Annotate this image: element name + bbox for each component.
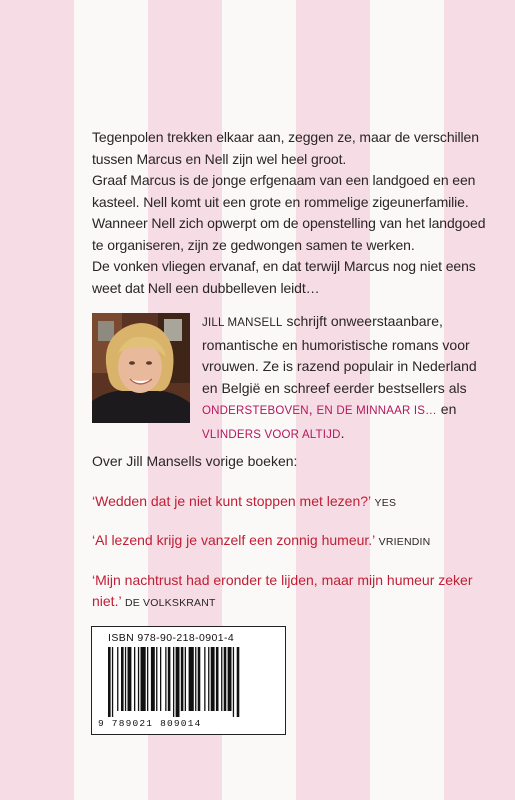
barcode-bars [104, 647, 272, 717]
previous-books-heading: Over Jill Mansells vorige boeken: [92, 453, 298, 469]
author-bio-text: . [340, 424, 345, 441]
quote-text: ‘Mijn nachtrust had eronder te lijden, maar mijn humeur zeker niet.’ [92, 572, 473, 609]
isbn-digits: 9 789021 809014 [98, 718, 202, 729]
quote-text: ‘Wedden dat je niet kunt stoppen met lezen?’ [92, 493, 371, 509]
blurb-paragraph: Tegenpolen trekken elkaar aan, zeggen ze, maar de verschillen tussen Marcus en Nell zijn wel heel groot. [92, 129, 479, 167]
review-quote [92, 530, 492, 553]
book-title-en-de-minnaar-is: EN DE MINNAAR IS… [316, 405, 437, 417]
isbn-label: ISBN 978-90-218-0901-4 [108, 632, 235, 644]
blurb-paragraph: Graaf Marcus is de jonge erfgenaam van een landgoed en een kasteel. Nell komt uit een grote en rommelige zigeunerfamilie. Wanneer Nell zich opwerpt om de openstelling van het landgoed te organiseren, zijn ze gedwongen samen te werken. [92, 172, 486, 253]
quote-text: ‘Al lezend krijg je vanzelf een zonnig humeur.’ [92, 532, 375, 548]
review-quote [92, 570, 492, 613]
title-separator: , [308, 401, 317, 417]
author-portrait-image [92, 313, 190, 423]
book-title-vlinders-voor-altijd: VLINDERS VOOR ALTIJD [202, 428, 341, 441]
author-bio-text: en [436, 401, 457, 417]
blurb-paragraph: De vonken vliegen ervanaf, en dat terwijl Marcus nog niet eens weet dat Nell een dubbelleven leidt… [92, 258, 476, 296]
back-cover-blurb [92, 127, 492, 299]
quote-source: YES [374, 497, 397, 509]
author-bio-text: schrijft onweerstaanbare, romantische en humoristische romans voor vrouwen. Ze is razend populair in Nederland en België en schreef eerder bestsellers als [202, 313, 477, 396]
quote-source: VRIENDIN [378, 536, 431, 548]
review-quote [92, 491, 492, 514]
author-bio [202, 311, 494, 446]
book-title-ondersteboven: ONDERSTEBOVEN [202, 405, 309, 417]
isbn-barcode [91, 626, 286, 735]
author-photo [92, 313, 190, 423]
quote-source: DE VOLKSKRANT [124, 596, 216, 609]
author-name: JILL MANSELL [202, 317, 283, 329]
